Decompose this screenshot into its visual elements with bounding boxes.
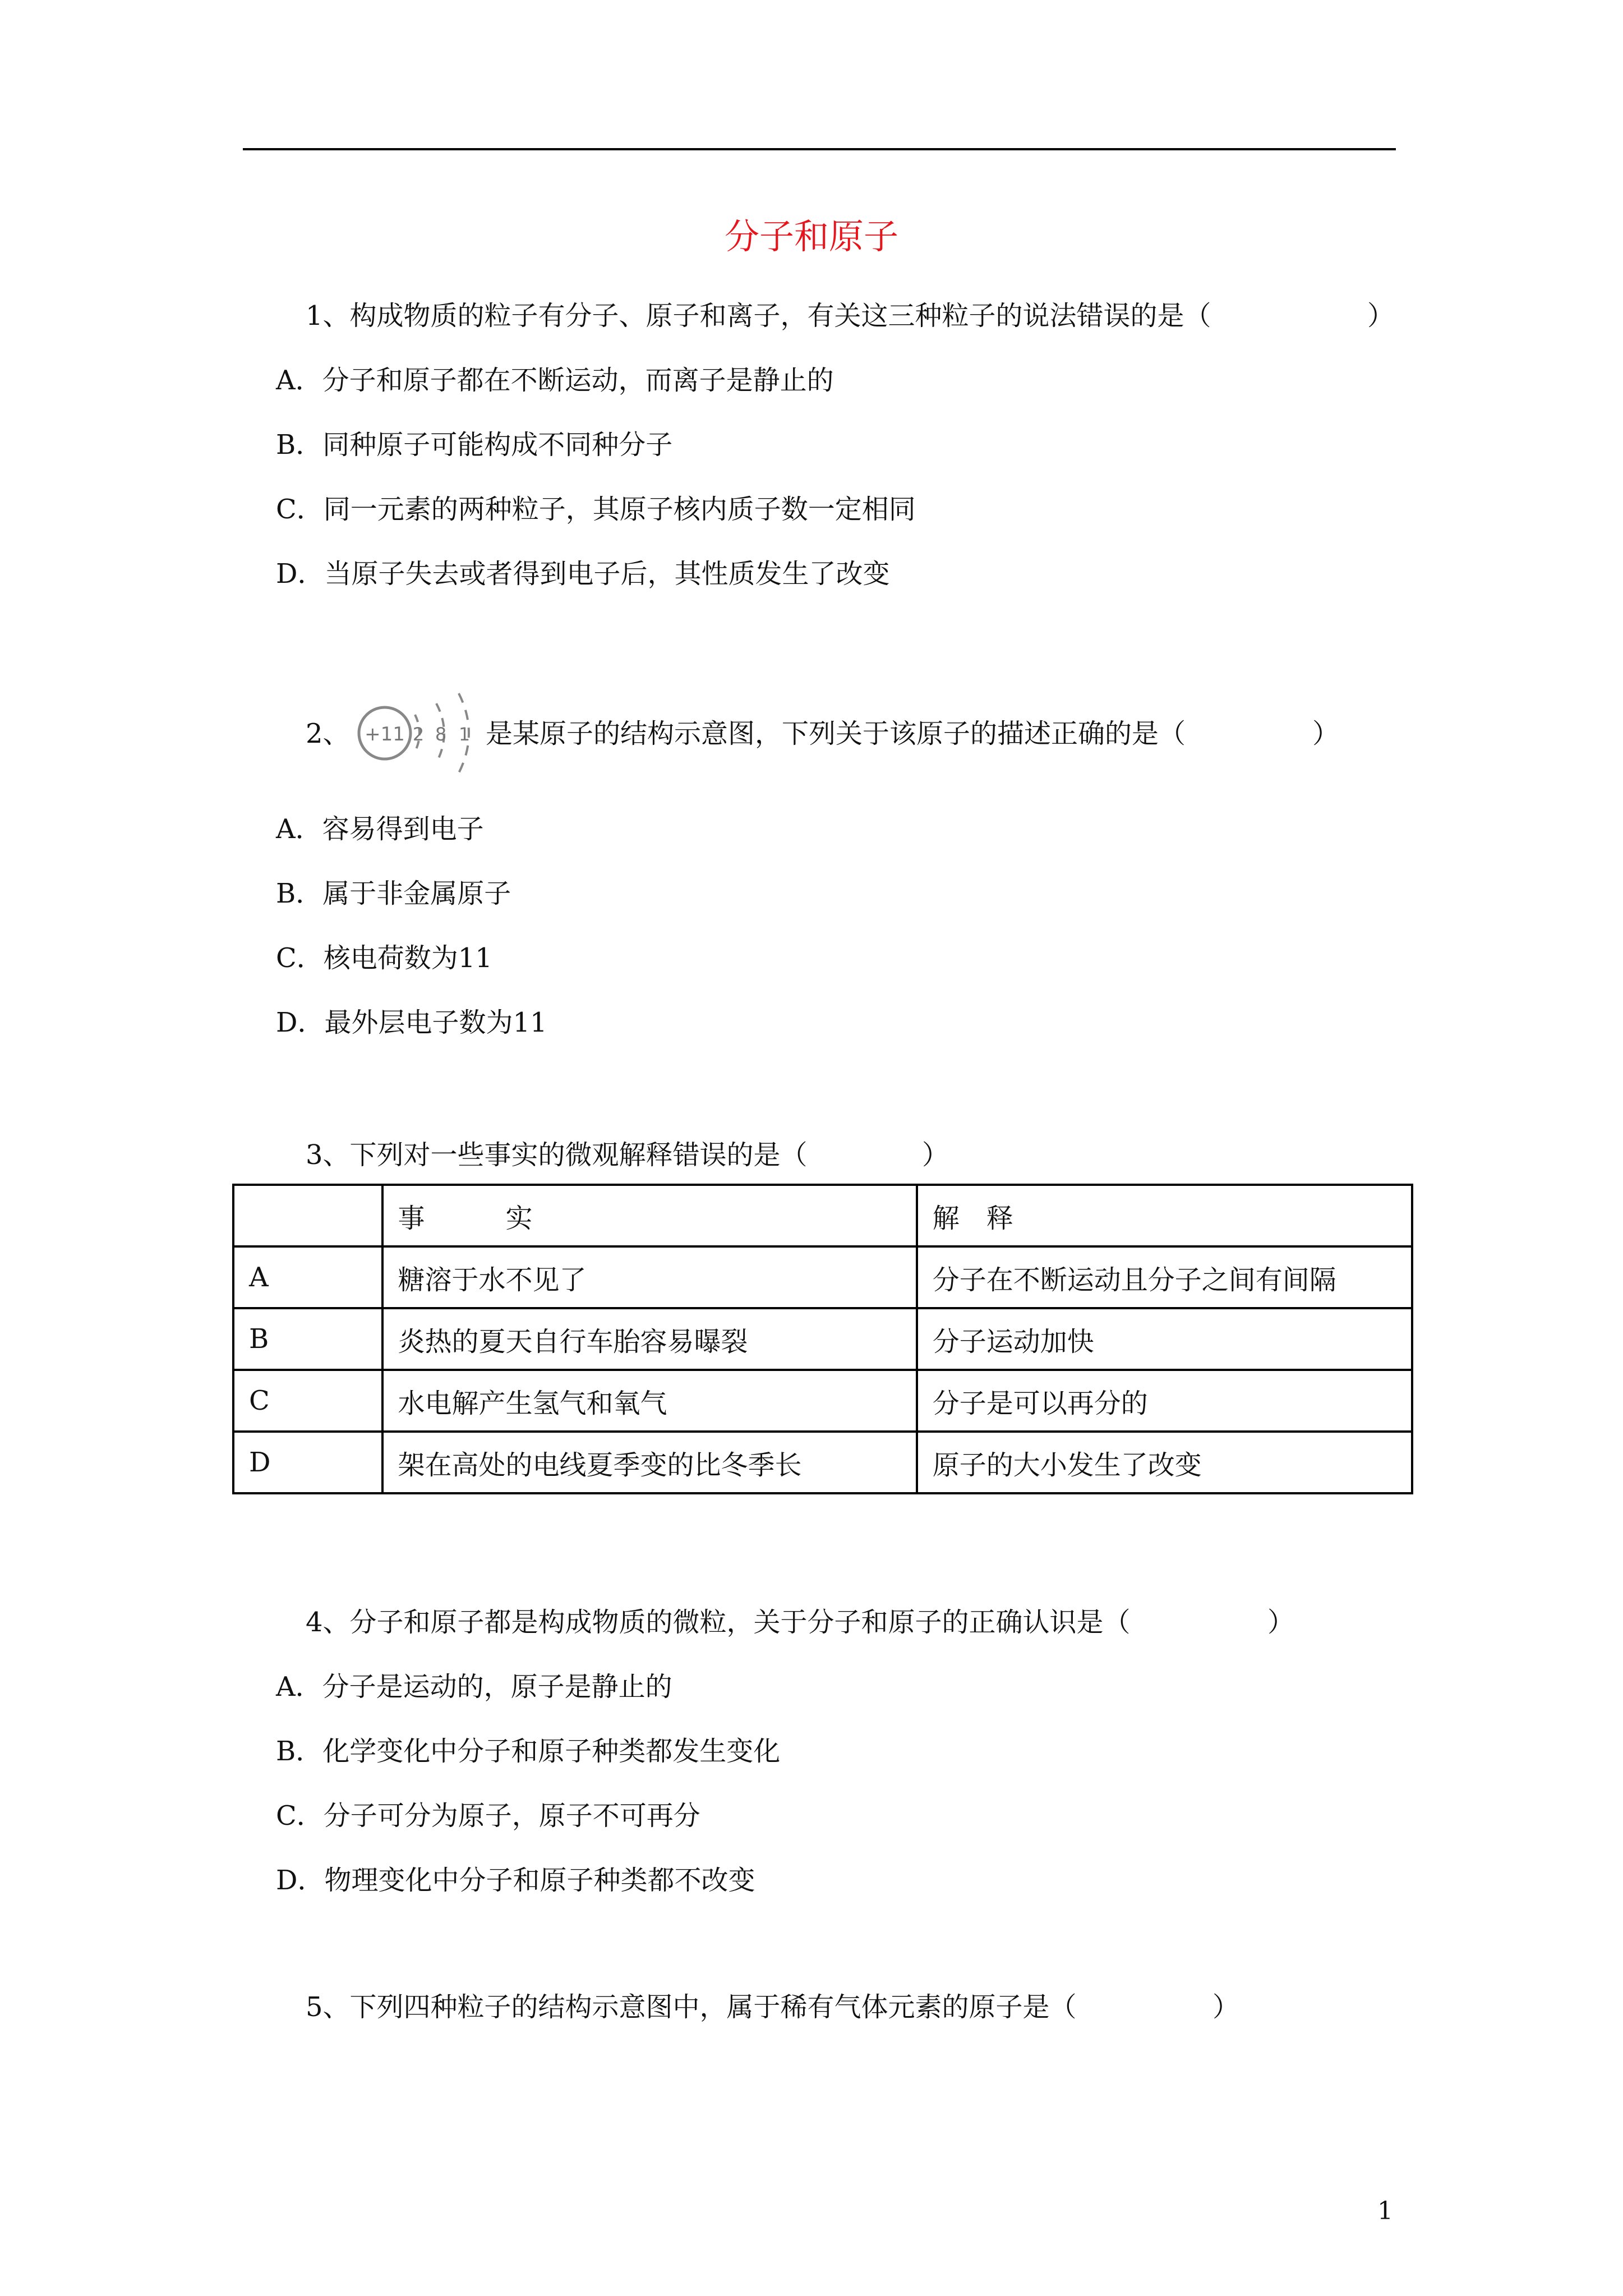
facts-table xyxy=(232,1184,1413,1494)
table-cell-option: D xyxy=(233,1432,382,1493)
page-title: 分子和原子 xyxy=(724,216,898,257)
table-row xyxy=(233,1432,1412,1493)
table-cell-explanation: 分子是可以再分的 xyxy=(917,1370,1412,1432)
question-4-option-b: B．化学变化中分子和原子种类都发生变化 xyxy=(276,1736,781,1767)
question-2-stem: 是某原子的结构示意图，下列关于该原子的描述正确的是（ xyxy=(486,718,1186,749)
table-row xyxy=(233,1370,1412,1432)
table-cell-explanation: 原子的大小发生了改变 xyxy=(917,1432,1412,1493)
table-cell-explanation: 分子在不断运动且分子之间有间隔 xyxy=(917,1246,1412,1308)
table-cell-option: C xyxy=(233,1370,382,1432)
table-header-cell: 事 实 xyxy=(382,1185,917,1246)
question-1-stem: 1、构成物质的粒子有分子、原子和离子，有关这三种粒子的说法错误的是（ xyxy=(306,300,1211,332)
question-1-option-b: B．同种原子可能构成不同种分子 xyxy=(276,429,673,461)
question-1-option-d: D．当原子失去或者得到电子后，其性质发生了改变 xyxy=(276,558,890,590)
table-header-row xyxy=(233,1185,1412,1246)
question-3-close-paren: ） xyxy=(922,1139,949,1171)
question-1-option-c: C．同一元素的两种粒子，其原子核内质子数一定相同 xyxy=(276,494,916,525)
table-header-cell: 解 释 xyxy=(917,1185,1412,1246)
question-4-option-d: D．物理变化中分子和原子种类都不改变 xyxy=(276,1865,755,1896)
question-2-option-a: A．容易得到电子 xyxy=(276,813,484,845)
table-row xyxy=(233,1246,1412,1308)
atom-shell-1-electrons: 2 xyxy=(412,724,425,745)
atom-nucleus-charge: +11 xyxy=(365,723,405,746)
question-1-close-paren: ） xyxy=(1367,300,1395,332)
table-cell-option: A xyxy=(233,1246,382,1308)
question-3-stem: 3、下列对一些事实的微观解释错误的是（ xyxy=(306,1139,808,1171)
question-5-close-paren: ） xyxy=(1212,1991,1240,2023)
page-number: 1 xyxy=(1377,2197,1393,2225)
question-2-option-c: C．核电荷数为11 xyxy=(276,942,492,974)
table-row xyxy=(233,1308,1412,1370)
table-header-cell xyxy=(233,1185,382,1246)
table-cell-fact: 糖溶于水不见了 xyxy=(382,1246,917,1308)
table-cell-fact: 架在高处的电线夏季变的比冬季长 xyxy=(382,1432,917,1493)
question-4-option-a: A．分子是运动的，原子是静止的 xyxy=(276,1671,672,1703)
question-2-option-b: B．属于非金属原子 xyxy=(276,878,511,909)
table-cell-option: B xyxy=(233,1308,382,1370)
header-rule xyxy=(243,148,1396,150)
atom-shell-3-electrons: 1 xyxy=(458,724,471,745)
question-2-close-paren: ） xyxy=(1312,718,1340,749)
atom-structure-diagram xyxy=(352,691,481,775)
question-5-stem: 5、下列四种粒子的结构示意图中，属于稀有气体元素的原子是（ xyxy=(306,1991,1077,2023)
table-cell-fact: 水电解产生氢气和氧气 xyxy=(382,1370,917,1432)
table-cell-fact: 炎热的夏天自行车胎容易曝裂 xyxy=(382,1308,917,1370)
question-4-stem: 4、分子和原子都是构成物质的微粒，关于分子和原子的正确认识是（ xyxy=(306,1607,1131,1638)
question-2-option-d: D．最外层电子数为11 xyxy=(276,1007,547,1038)
question-1-option-a: A．分子和原子都在不断运动，而离子是静止的 xyxy=(276,365,834,396)
question-4-option-c: C．分子可分为原子，原子不可再分 xyxy=(276,1800,700,1832)
atom-shell-2-electrons: 8 xyxy=(435,724,447,745)
question-4-close-paren: ） xyxy=(1267,1607,1295,1638)
question-2-prefix: 2、 xyxy=(306,718,350,749)
table-cell-explanation: 分子运动加快 xyxy=(917,1308,1412,1370)
